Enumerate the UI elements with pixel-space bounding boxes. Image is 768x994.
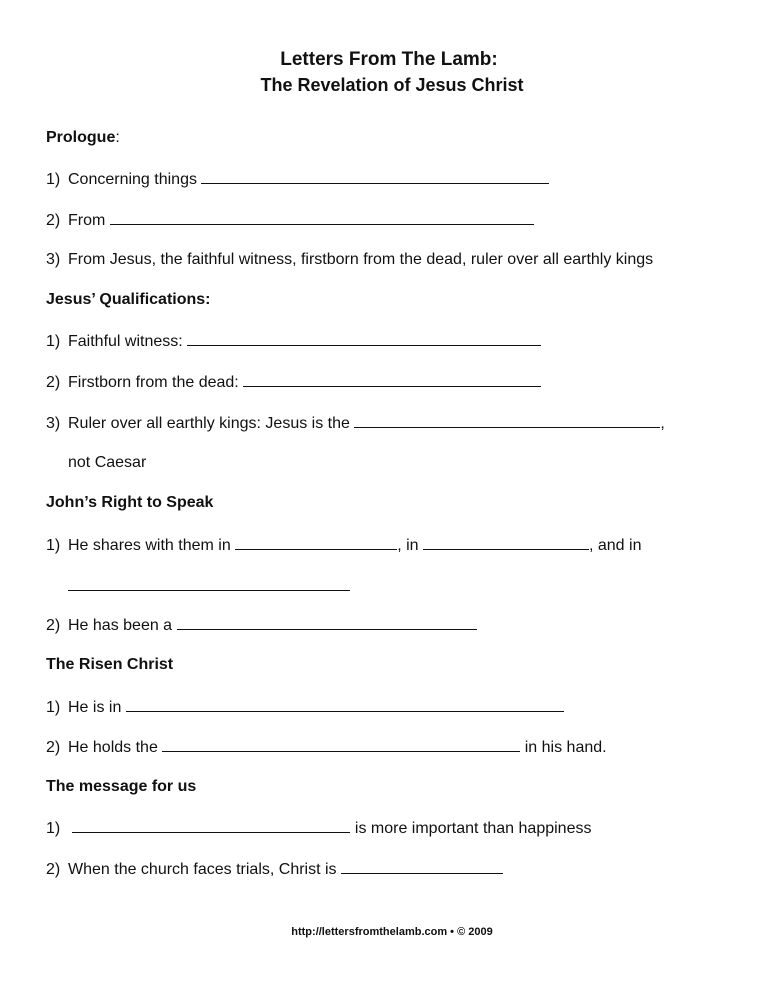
footer-url: http://lettersfromthelamb.com • © 2009 [291,926,493,938]
item-text: When the church faces trials, Christ is [68,861,337,878]
item-number: 2) [46,617,61,634]
answer-blank[interactable] [72,818,350,833]
item-number: 2) [46,739,61,756]
qualifications-item-3 [46,413,665,434]
answer-blank[interactable] [243,372,541,387]
item-text-after: , [660,415,665,432]
johns-right-item-2 [46,615,477,636]
item-text-after: in his hand. [520,739,607,756]
section-heading-prologue: Prologue: [46,129,120,146]
qualifications-item-2 [46,372,541,393]
item-number: 2) [46,212,61,229]
risen-christ-item-2 [46,737,607,758]
section-heading-message: The message for us [46,778,197,795]
item-number: 3) [46,251,61,268]
item-text: Ruler over all earthly kings: Jesus is the [68,415,350,432]
item-number: 2) [46,374,61,391]
prologue-item-3 [46,250,653,270]
item-text: Faithful witness: [68,333,183,350]
item-number: 2) [46,861,61,878]
prologue-item-2 [46,210,534,231]
item-text: He has been a [68,617,173,634]
section-heading-qualifications: Jesus’ Qualifications: [46,291,211,308]
item-text-mid: , in [397,537,419,554]
message-item-1 [46,818,591,839]
item-text: Firstborn from the dead: [68,374,239,391]
answer-blank[interactable] [126,697,564,712]
item-number: 1) [46,699,61,716]
qualifications-item-1 [46,331,541,352]
item-text: From Jesus, the faithful witness, firstborn from the dead, ruler over all earthly kings [68,251,654,268]
answer-blank[interactable] [201,169,549,184]
item-text-mid: , and in [588,537,642,554]
johns-right-item-1 [46,535,641,556]
answer-blank[interactable] [110,210,534,225]
item-text: He is in [68,699,122,716]
risen-christ-item-1 [46,697,564,718]
item-number: 3) [46,415,61,432]
answer-blank[interactable] [235,535,397,550]
answer-blank[interactable] [162,737,520,752]
answer-blank[interactable] [68,576,350,591]
item-number: 1) [46,171,61,188]
item-number: 1) [46,537,61,554]
answer-blank[interactable] [423,535,589,550]
item-text-after: is more important than happiness [350,820,592,837]
answer-blank[interactable] [354,413,660,428]
answer-blank[interactable] [187,331,541,346]
section-heading-risen-christ: The Risen Christ [46,656,174,673]
prologue-item-1 [46,169,549,190]
section-heading-johns-right: John’s Right to Speak [46,494,214,511]
page-subtitle: The Revelation of Jesus Christ [260,75,524,95]
page-title: Letters From The Lamb: [280,49,498,70]
johns-right-item-1-continuation [68,576,350,597]
item-number: 1) [46,820,61,837]
item-text: From [68,212,106,229]
message-item-2 [46,859,503,880]
item-text: Concerning things [68,171,197,188]
qualifications-item-3-continuation: not Caesar [68,454,147,471]
answer-blank[interactable] [177,615,477,630]
item-text: He holds the [68,739,158,756]
item-text: He shares with them in [68,537,231,554]
item-number: 1) [46,333,61,350]
answer-blank[interactable] [341,859,503,874]
